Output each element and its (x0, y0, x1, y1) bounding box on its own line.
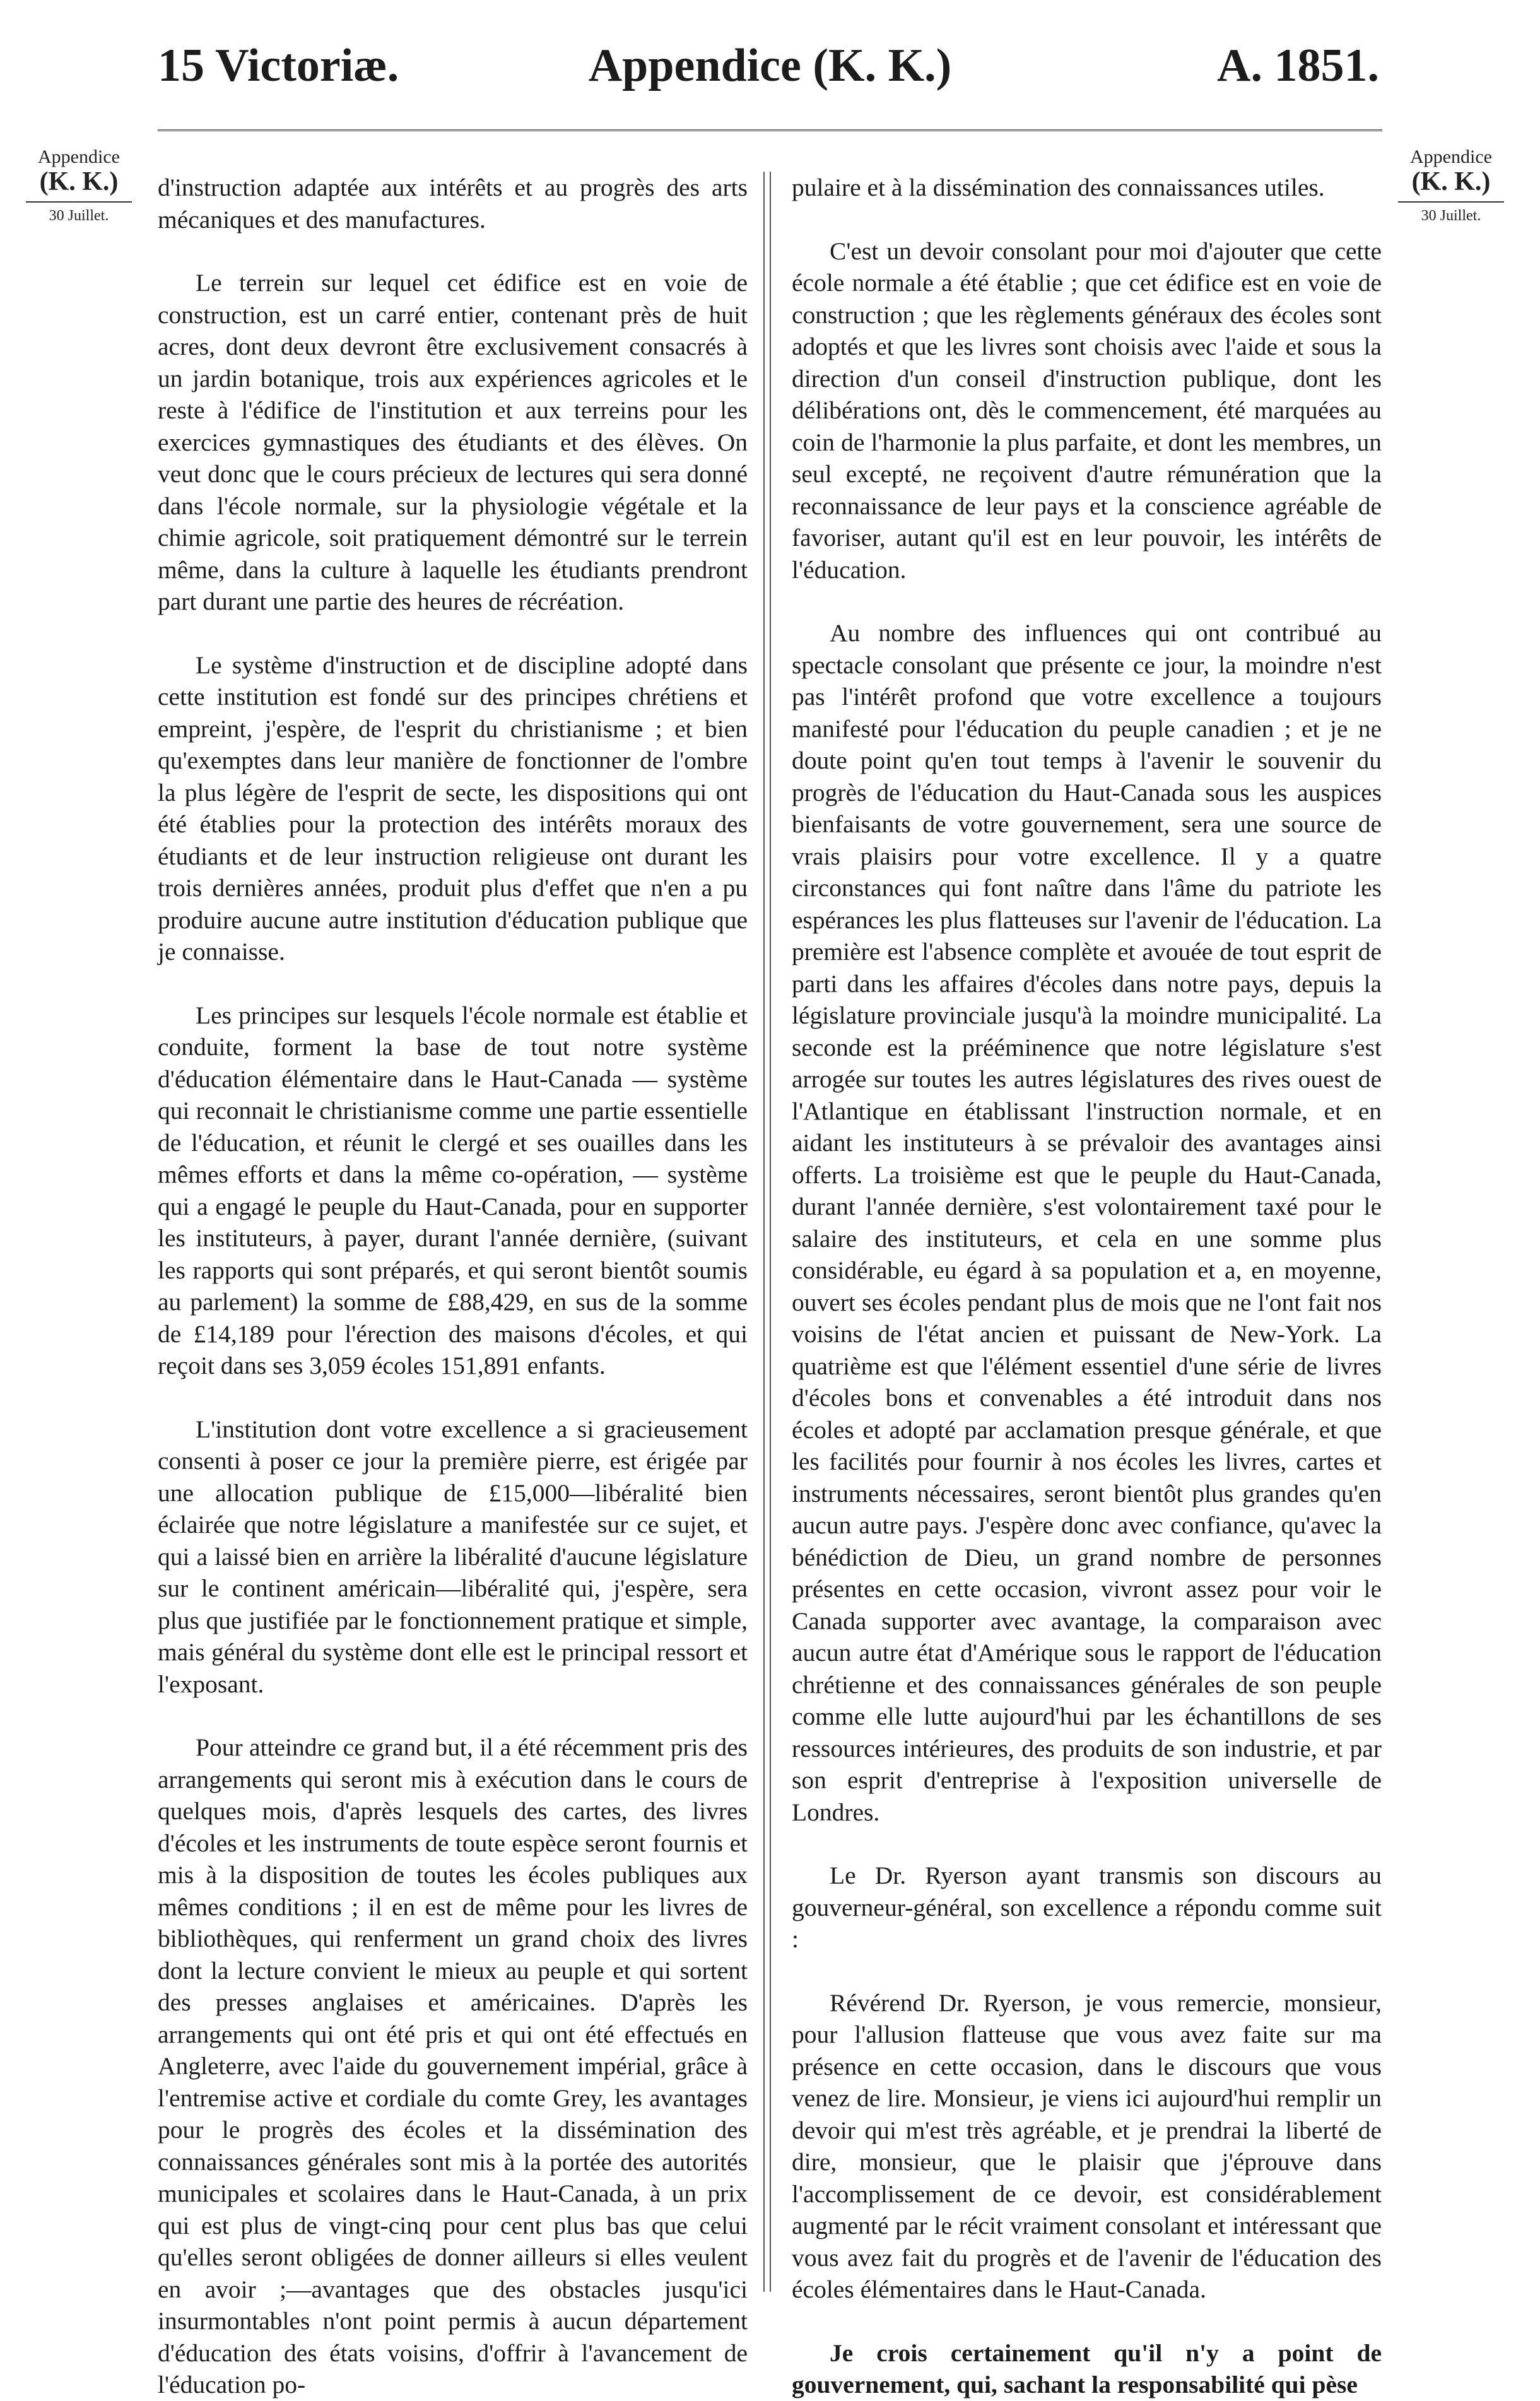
paragraph: d'instruction adaptée aux intérêts et au progrès des arts mécaniques et des manufactures. (158, 174, 748, 233)
margin-note-ref: (K. K.) (1411, 167, 1491, 196)
paragraph: Le Dr. Ryerson ayant transmis son discours au gouverneur-général, son excellence a répondu comme suit : (792, 1861, 1382, 1953)
margin-note-left (13, 146, 145, 225)
paragraph: Je crois certainement qu'il n'y a point de gouvernement, qui, sachant la responsabilité qui pèse (792, 2339, 1382, 2398)
paragraph: Le terrein sur lequel cet édifice est en voie de construction, est un carré entier, contenant près de huit acres, dont deux devront être exclusivement consacrés à un jardin botanique, trois aux expériences agricoles et le reste à l'édifice de l'institution et aux terreins pour les exercices gymnastiques des étudiants et des élèves. On veut donc que le cours précieux de lectures qui sera donné dans l'école normale, sur la physiologie végétale et la chimie agricole, soit pratiquement démontré sur le terrein même, dans la culture à laquelle les étudiants prendront part durant une partie des heures de récréation. (158, 269, 748, 615)
paragraph: pulaire et à la dissémination des connaissances utiles. (792, 174, 1325, 201)
header-title: Appendice (K. K.) (588, 40, 952, 91)
paragraph: Révérend Dr. Ryerson, je vous remercie, monsieur, pour l'allusion flatteuse que vous avez faite sur ma présence en cette occasion, dans le discours que vous venez de lire. Monsieur, je viens ici aujourd'hui remplir un devoir qui m'est très agréable, et je prendrai la liberté de dire, monsieur, que le plaisir que j'éprouve dans l'accomplissement de ce devoir, est considérablement augmenté par le récit vraiment consolant et intéressant que vous avez fait du progrès et de l'avenir de l'éducation des écoles élémentaires dans le Haut-Canada. (792, 1988, 1382, 2303)
paragraph: Au nombre des influences qui ont contribué au spectacle consolant que présente ce jour, la moindre n'est pas l'intérêt profond que votre excellence a toujours manifesté pour l'éducation du peuple canadien ; et je ne doute point qu'en tout temps à l'avenir le souvenir du progrès de l'éducation du Haut-Canada sous les auspices bienfaisants de votre gouvernement, sera une source de vrais plaisirs pour votre excellence. Il y a quatre circonstances qui font naître dans l'âme du patriote les espérances les plus flatteuses sur l'avenir de l'éducation. La première est l'absence complète et avouée de tout esprit de parti dans les affaires d'écoles dans notre pays, depuis la législature provinciale jusqu'à la moindre municipalité. La seconde est la prééminence que notre législature s'est arrogée sur toutes les autres législatures des rives ouest de l'Atlantique en établissant l'instruction normale, et en aidant les instituteurs à se prévaloir des avantages ainsi offerts. La troisième est que le peuple du Haut-Canada, durant l'année dernière, s'est volontairement taxé pour le salaire des instituteurs, et cela en une somme plus considérable, eu égard à sa population et a, en moyenne, ouvert ses écoles pendant plus de mois que ne l'ont fait nos voisins de l'état ancien et puissant de New-York. La quatrième est que l'élément essentiel d'une série de livres d'écoles bons et convenables a été introduit dans nos écoles et adopté par acclamation presque générale, et que les facilités pour fournir à nos écoles les livres, cartes et instruments nécessaires, seront bientôt plus grandes qu'en aucun autre pays. J'espère donc avec confiance, qu'avec la bénédiction de Dieu, un grand nombre de personnes présentes en cette occasion, vivront assez pour voir le Canada supporter avec avantage, la comparaison avec aucun autre état d'Amérique sous le rapport de l'éducation chrétienne et des connaissances générales de son peuple comme elle lutte aujourd'hui par les échantillons de ses ressources intérieures, des produits de son industrie, et par son esprit d'entreprise à l'exposition universelle de Londres. (792, 619, 1382, 1826)
margin-note-title: Appendice (1410, 146, 1492, 167)
paragraph: Les principes sur lesquels l'école normale est établie et conduite, forment la base de tout notre système d'éducation élémentaire dans le Haut-Canada — système qui reconnait le christianisme comme une partie essentielle de l'éducation, et réunit le clergé et ses ouailles dans les mêmes efforts et dans la même co-opération, — système qui a engagé le peuple du Haut-Canada, pour en supporter les instituteurs, à payer, durant l'année dernière, (suivant les rapports qui sont préparés, et qui seront bientôt soumis au parlement) la somme de £88,429, en sus de la somme de £14,189 pour l'érection des maisons d'écoles, et qui reçoit dans ses 3,059 écoles 151,891 enfants. (158, 1001, 748, 1379)
paragraph: C'est un devoir consolant pour moi d'ajouter que cette école normale a été établie ; que cet édifice est en voie de construction ; que les règlements généraux des écoles sont adoptés et que les livres sont choisis avec l'aide et sous la direction d'un conseil d'instruction publique, dont les délibérations ont, dès le commencement, été marquées au coin de l'harmonie la plus parfaite, et dont les membres, un seul excepté, ne reçoivent d'autre rémunération que la reconnaissance de leur pays et la conscience agréable de favoriser, autant qu'il est en leur pouvoir, les intérêts de l'éducation. (792, 237, 1382, 584)
left-column (158, 172, 748, 2398)
margin-note-divider (1398, 201, 1504, 203)
running-header (0, 38, 1540, 114)
margin-note-right (1385, 146, 1517, 225)
margin-note-date: 30 Juillet. (1421, 208, 1481, 225)
margin-note-date: 30 Juillet. (49, 208, 109, 225)
paragraph: L'institution dont votre excellence a si gracieusement consenti à poser ce jour la première pierre, est érigée par une allocation publique de £15,000—libéralité bien éclairée que notre législature a manifestée sur ce sujet, et qui a laissé bien en arrière la libéralité d'aucune législature sur le continent américain—libéralité qui, j'espère, sera plus que justifiée par le fonctionnement pratique et simple, mais général du système dont elle est le principal ressort et l'exposant. (158, 1415, 748, 1698)
right-column (792, 172, 1382, 2398)
margin-note-divider (26, 201, 132, 203)
paragraph: Le système d'instruction et de discipline adopté dans cette institution est fondé sur des principes chrétiens et empreint, j'espère, de l'esprit du christianisme ; et bien qu'exemptes dans leur manière de fonctionner de l'ombre la plus légère de l'esprit de secte, les dispositions qui ont été établies pour la protection des intérêts moraux des étudiants et de leur instruction religieuse ont durant les trois dernières années, produit plus d'effet que n'en a pu produire aucune autre institution d'éducation publique que je connaisse. (158, 651, 748, 965)
header-session: 15 Victoriæ. (158, 40, 399, 91)
header-rule (158, 129, 1382, 131)
margin-note-title: Appendice (38, 146, 120, 167)
margin-note-ref: (K. K.) (39, 167, 119, 196)
column-divider (763, 172, 771, 2292)
header-year: A. 1851. (1217, 40, 1379, 91)
paragraph: Pour atteindre ce grand but, il a été récemment pris des arrangements qui seront mis à exécution dans le cours de quelques mois, d'après lesquels des cartes, des livres d'écoles et les instruments de toute espèce seront fournis et mis à la disposition de toutes les écoles publiques aux mêmes conditions ; il en est de même pour les livres de bibliothèques, qui renferment un grand choix des livres dont la lecture convient le mieux au peuple et qui sortent des presses anglaises et américaines. D'après les arrangements qui ont été pris et qui ont été effectués en Angleterre, avec l'aide du gouvernement impérial, grâce à l'entremise active et cordiale du comte Grey, les avantages pour le progrès des écoles et la dissémination des connaissances générales sont mis à la portée des autorités municipales et scolaires dans le Haut-Canada, à un prix qui est plus de vingt-cinq pour cent plus bas que celui qu'elles seront obligées de donner ailleurs si elles veulent en avoir ;—avantages que des obstacles jusqu'ici insurmontables n'ont point permis à aucun département d'éducation des états voisins, d'offrir à l'avancement de l'éducation po- (158, 1733, 748, 2398)
